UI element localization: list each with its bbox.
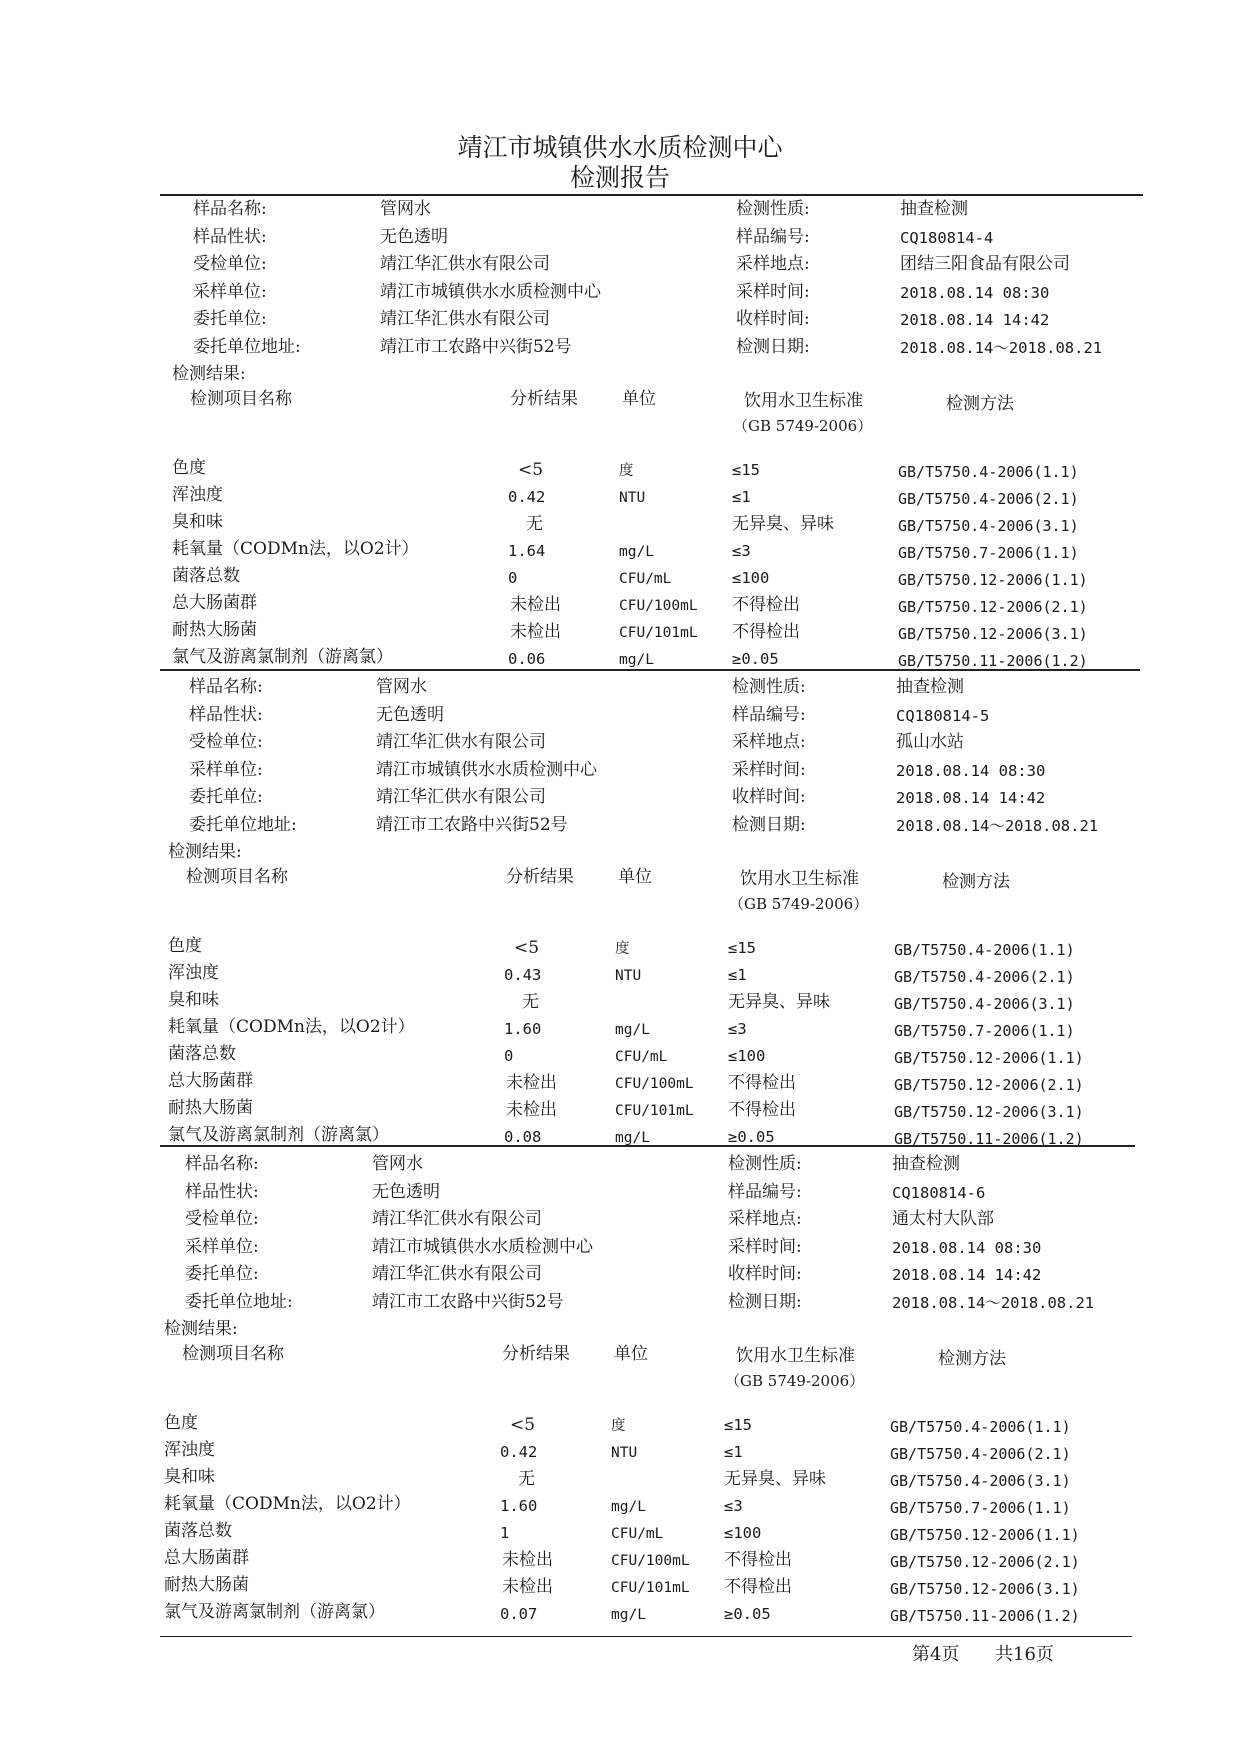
- sample-number-value: CQ180814-4: [900, 228, 994, 247]
- item-standard: 不得检出: [732, 595, 800, 615]
- item-unit: NTU: [619, 490, 646, 506]
- results-label: 检测结果:: [164, 1319, 238, 1339]
- test-date-value: 2018.08.14～2018.08.21: [896, 816, 1099, 835]
- entrust-address-value: 靖江市工农路中兴街52号: [372, 1291, 564, 1312]
- sample-state-value: 无色透明: [376, 704, 444, 725]
- label-client-unit: 受检单位:: [189, 732, 263, 752]
- item-name: 总大肠菌群: [168, 1071, 253, 1091]
- sample-number-value: CQ180814-5: [896, 706, 990, 725]
- item-result: 1.64: [508, 542, 546, 560]
- sampling-location-value: 通太村大队部: [892, 1209, 994, 1229]
- item-unit: mg/L: [611, 1607, 646, 1623]
- sample-name-value: 管网水: [380, 199, 431, 219]
- item-method: GB/T5750.11-2006(1.2): [898, 652, 1088, 670]
- sample-state-value: 无色透明: [380, 226, 448, 247]
- results-label: 检测结果:: [172, 364, 246, 384]
- label-client-unit: 受检单位:: [193, 254, 267, 274]
- item-name: 菌落总数: [168, 1044, 236, 1064]
- item-method: GB/T5750.12-2006(2.1): [894, 1076, 1084, 1094]
- item-name: 臭和味: [172, 512, 223, 532]
- item-unit: CFU/mL: [611, 1526, 664, 1542]
- entrust-address-value: 靖江市工农路中兴街52号: [376, 814, 568, 835]
- item-name: 总大肠菌群: [164, 1548, 249, 1568]
- item-method: GB/T5750.4-2006(2.1): [894, 968, 1075, 986]
- client-unit-value: 靖江华汇供水有限公司: [376, 732, 546, 752]
- col-header-result: 分析结果: [506, 867, 574, 887]
- sampling-location-value: 孤山水站: [896, 732, 964, 752]
- label-sample-state: 样品性状:: [189, 704, 263, 725]
- item-unit: NTU: [611, 1445, 638, 1461]
- item-name: 耐热大肠菌: [168, 1098, 253, 1118]
- item-standard: ≤1: [724, 1443, 743, 1461]
- item-result: 0.42: [508, 488, 546, 506]
- item-method: GB/T5750.12-2006(3.1): [894, 1103, 1084, 1121]
- label-entrust-unit: 委托单位:: [185, 1264, 259, 1284]
- item-name: 耗氧量（CODMn法，以O2计）: [164, 1494, 411, 1514]
- label-sample-number: 样品编号:: [732, 704, 806, 725]
- item-method: GB/T5750.4-2006(1.1): [894, 941, 1075, 959]
- item-unit: CFU/mL: [615, 1049, 668, 1065]
- entrust-unit-value: 靖江华汇供水有限公司: [372, 1264, 542, 1284]
- item-name: 氯气及游离氯制剂（游离氯）: [172, 647, 393, 667]
- label-sample-name: 样品名称:: [193, 199, 267, 219]
- label-sampling-location: 采样地点:: [728, 1209, 802, 1229]
- item-result: 未检出: [506, 1100, 557, 1120]
- label-sampling-location: 采样地点:: [736, 254, 810, 274]
- item-unit: mg/L: [611, 1499, 646, 1515]
- item-standard: ≤100: [732, 569, 770, 587]
- item-name: 耗氧量（CODMn法，以O2计）: [168, 1017, 415, 1037]
- item-standard: ≤1: [732, 488, 751, 506]
- item-standard: ≤100: [724, 1524, 762, 1542]
- label-sample-name: 样品名称:: [189, 677, 263, 697]
- item-unit: NTU: [615, 968, 642, 984]
- item-name: 臭和味: [164, 1467, 215, 1487]
- sampling-unit-value: 靖江市城镇供水水质检测中心: [380, 281, 601, 302]
- label-sampling-time: 采样时间:: [736, 281, 810, 302]
- item-name: 菌落总数: [164, 1521, 232, 1541]
- col-header-method: 检测方法: [946, 394, 1014, 414]
- item-result: 1.60: [500, 1497, 538, 1515]
- label-test-date: 检测日期:: [728, 1291, 802, 1312]
- item-unit: CFU/101mL: [611, 1580, 690, 1596]
- item-result: 0.08: [504, 1128, 542, 1146]
- item-name: 菌落总数: [172, 566, 240, 586]
- test-date-value: 2018.08.14～2018.08.21: [900, 338, 1103, 357]
- report-doc-title: 检测报告: [569, 163, 670, 192]
- item-standard: 无异臭、异味: [732, 514, 834, 534]
- col-header-method: 检测方法: [942, 872, 1010, 892]
- label-test-date: 检测日期:: [732, 814, 806, 835]
- footer-page-total: 共16页: [995, 1644, 1054, 1665]
- label-sample-name: 样品名称:: [185, 1154, 259, 1174]
- item-unit: mg/L: [615, 1022, 650, 1038]
- sampling-location-value: 团结三阳食品有限公司: [900, 254, 1070, 274]
- label-entrust-unit: 委托单位:: [189, 787, 263, 807]
- section-divider: [160, 1145, 1135, 1147]
- item-standard: ≥0.05: [732, 650, 779, 668]
- client-unit-value: 靖江华汇供水有限公司: [380, 254, 550, 274]
- item-name: 耐热大肠菌: [172, 620, 257, 640]
- label-sample-number: 样品编号:: [728, 1181, 802, 1202]
- item-result: 未检出: [510, 622, 561, 642]
- label-receiving-time: 收样时间:: [732, 787, 806, 807]
- col-header-unit: 单位: [618, 867, 652, 887]
- item-unit: CFU/100mL: [619, 598, 698, 614]
- item-result: 无: [518, 1469, 535, 1489]
- test-nature-value: 抽查检测: [892, 1154, 960, 1174]
- col-header-standard: 饮用水卫生标准: [740, 869, 859, 889]
- label-entrust-address: 委托单位地址:: [189, 814, 297, 835]
- item-standard: ≥0.05: [728, 1128, 775, 1146]
- receiving-time-value: 2018.08.14 14:42: [896, 789, 1046, 807]
- col-header-standard-code: （GB 5749-2006）: [733, 417, 873, 435]
- label-sample-state: 样品性状:: [185, 1181, 259, 1202]
- report-org-title: 靖江市城镇供水水质检测中心: [457, 133, 783, 162]
- col-header-unit: 单位: [622, 389, 656, 409]
- item-method: GB/T5750.11-2006(1.2): [890, 1607, 1080, 1625]
- item-name: 色度: [168, 936, 202, 956]
- item-standard: 不得检出: [724, 1577, 792, 1597]
- label-sample-number: 样品编号:: [736, 226, 810, 247]
- col-header-result: 分析结果: [502, 1344, 570, 1364]
- client-unit-value: 靖江华汇供水有限公司: [372, 1209, 542, 1229]
- item-method: GB/T5750.12-2006(2.1): [890, 1553, 1080, 1571]
- item-standard: ≤3: [728, 1020, 747, 1038]
- item-result: 未检出: [502, 1577, 553, 1597]
- item-name: 浑浊度: [164, 1440, 215, 1460]
- item-unit: mg/L: [619, 652, 654, 668]
- item-method: GB/T5750.12-2006(2.1): [898, 598, 1088, 616]
- item-standard: 不得检出: [728, 1073, 796, 1093]
- item-method: GB/T5750.7-2006(1.1): [898, 544, 1079, 562]
- item-name: 耗氧量（CODMn法，以O2计）: [172, 539, 419, 559]
- item-method: GB/T5750.12-2006(3.1): [890, 1580, 1080, 1598]
- receiving-time-value: 2018.08.14 14:42: [892, 1266, 1042, 1284]
- item-unit: CFU/101mL: [615, 1103, 694, 1119]
- col-header-method: 检测方法: [938, 1349, 1006, 1369]
- item-standard: ≤100: [728, 1047, 766, 1065]
- item-method: GB/T5750.4-2006(3.1): [894, 995, 1075, 1013]
- item-standard: ≤3: [732, 542, 751, 560]
- footer-rule: [160, 1636, 1132, 1637]
- entrust-unit-value: 靖江华汇供水有限公司: [380, 309, 550, 329]
- item-result: 未检出: [502, 1550, 553, 1570]
- label-sampling-location: 采样地点:: [732, 732, 806, 752]
- item-unit: CFU/100mL: [615, 1076, 694, 1092]
- item-unit: 度: [615, 941, 630, 957]
- label-test-date: 检测日期:: [736, 336, 810, 357]
- item-method: GB/T5750.11-2006(1.2): [894, 1130, 1084, 1148]
- label-receiving-time: 收样时间:: [728, 1264, 802, 1284]
- sample-number-value: CQ180814-6: [892, 1183, 986, 1202]
- item-result: 无: [522, 992, 539, 1012]
- item-method: GB/T5750.12-2006(1.1): [898, 571, 1088, 589]
- label-entrust-address: 委托单位地址:: [193, 336, 301, 357]
- item-result: 0.43: [504, 966, 542, 984]
- item-standard: ≤15: [724, 1416, 752, 1434]
- item-method: GB/T5750.4-2006(3.1): [898, 517, 1079, 535]
- item-result: 无: [526, 514, 543, 534]
- sampling-time-value: 2018.08.14 08:30: [900, 283, 1050, 302]
- section-divider: [160, 669, 1140, 671]
- item-result: 1.60: [504, 1020, 542, 1038]
- item-method: GB/T5750.4-2006(2.1): [898, 490, 1079, 508]
- col-header-standard: 饮用水卫生标准: [744, 391, 863, 411]
- item-unit: 度: [619, 463, 634, 479]
- label-receiving-time: 收样时间:: [736, 309, 810, 329]
- item-result: 0: [508, 569, 518, 587]
- col-header-result: 分析结果: [510, 389, 578, 409]
- col-header-item: 检测项目名称: [186, 867, 288, 887]
- item-method: GB/T5750.4-2006(3.1): [890, 1472, 1071, 1490]
- item-unit: 度: [611, 1418, 626, 1434]
- col-header-standard: 饮用水卫生标准: [736, 1346, 855, 1366]
- item-result: <5: [518, 460, 544, 480]
- sampling-time-value: 2018.08.14 08:30: [892, 1238, 1042, 1257]
- item-name: 氯气及游离氯制剂（游离氯）: [168, 1125, 389, 1145]
- label-client-unit: 受检单位:: [185, 1209, 259, 1229]
- item-standard: 不得检出: [732, 622, 800, 642]
- header-rule: [160, 194, 1143, 196]
- item-name: 浑浊度: [172, 485, 223, 505]
- item-name: 耐热大肠菌: [164, 1575, 249, 1595]
- col-header-item: 检测项目名称: [182, 1344, 284, 1364]
- item-name: 臭和味: [168, 990, 219, 1010]
- item-standard: ≤15: [728, 939, 756, 957]
- item-result: 未检出: [506, 1073, 557, 1093]
- item-unit: CFU/101mL: [619, 625, 698, 641]
- label-sampling-unit: 采样单位:: [193, 281, 267, 302]
- item-result: <5: [514, 938, 540, 958]
- item-result: 未检出: [510, 595, 561, 615]
- col-header-standard-code: （GB 5749-2006）: [729, 895, 869, 913]
- label-sampling-unit: 采样单位:: [189, 759, 263, 780]
- item-method: GB/T5750.12-2006(1.1): [894, 1049, 1084, 1067]
- item-result: 0.42: [500, 1443, 538, 1461]
- item-method: GB/T5750.4-2006(2.1): [890, 1445, 1071, 1463]
- item-method: GB/T5750.7-2006(1.1): [894, 1022, 1075, 1040]
- entrust-unit-value: 靖江华汇供水有限公司: [376, 787, 546, 807]
- item-standard: ≤3: [724, 1497, 743, 1515]
- footer-page-number: 第4页: [912, 1644, 960, 1665]
- item-standard: 不得检出: [724, 1550, 792, 1570]
- item-standard: ≤1: [728, 966, 747, 984]
- item-unit: CFU/100mL: [611, 1553, 690, 1569]
- label-test-nature: 检测性质:: [732, 677, 806, 697]
- item-result: <5: [510, 1415, 536, 1435]
- receiving-time-value: 2018.08.14 14:42: [900, 311, 1050, 329]
- item-unit: mg/L: [619, 544, 654, 560]
- label-test-nature: 检测性质:: [728, 1154, 802, 1174]
- item-method: GB/T5750.7-2006(1.1): [890, 1499, 1071, 1517]
- item-name: 色度: [172, 458, 206, 478]
- sample-state-value: 无色透明: [372, 1181, 440, 1202]
- sample-name-value: 管网水: [376, 677, 427, 697]
- item-unit: CFU/mL: [619, 571, 672, 587]
- item-standard: ≥0.05: [724, 1605, 771, 1623]
- item-result: 0.06: [508, 650, 546, 668]
- item-method: GB/T5750.4-2006(1.1): [890, 1418, 1071, 1436]
- label-test-nature: 检测性质:: [736, 199, 810, 219]
- test-nature-value: 抽查检测: [900, 199, 968, 219]
- item-method: GB/T5750.4-2006(1.1): [898, 463, 1079, 481]
- item-unit: mg/L: [615, 1130, 650, 1146]
- test-nature-value: 抽查检测: [896, 677, 964, 697]
- sampling-unit-value: 靖江市城镇供水水质检测中心: [372, 1236, 593, 1257]
- entrust-address-value: 靖江市工农路中兴街52号: [380, 336, 572, 357]
- item-result: 0.07: [500, 1605, 538, 1623]
- item-standard: 无异臭、异味: [728, 992, 830, 1012]
- item-name: 色度: [164, 1413, 198, 1433]
- item-name: 氯气及游离氯制剂（游离氯）: [164, 1602, 385, 1622]
- label-sampling-unit: 采样单位:: [185, 1236, 259, 1257]
- test-date-value: 2018.08.14～2018.08.21: [892, 1293, 1095, 1312]
- results-label: 检测结果:: [168, 842, 242, 862]
- sampling-time-value: 2018.08.14 08:30: [896, 761, 1046, 780]
- col-header-item: 检测项目名称: [190, 389, 292, 409]
- item-method: GB/T5750.12-2006(3.1): [898, 625, 1088, 643]
- item-name: 总大肠菌群: [172, 593, 257, 613]
- sample-name-value: 管网水: [372, 1154, 423, 1174]
- sampling-unit-value: 靖江市城镇供水水质检测中心: [376, 759, 597, 780]
- item-result: 1: [500, 1524, 510, 1542]
- item-standard: ≤15: [732, 461, 760, 479]
- item-standard: 无异臭、异味: [724, 1469, 826, 1489]
- item-standard: 不得检出: [728, 1100, 796, 1120]
- label-sampling-time: 采样时间:: [728, 1236, 802, 1257]
- label-sampling-time: 采样时间:: [732, 759, 806, 780]
- item-result: 0: [504, 1047, 514, 1065]
- item-method: GB/T5750.12-2006(1.1): [890, 1526, 1080, 1544]
- label-entrust-unit: 委托单位:: [193, 309, 267, 329]
- label-sample-state: 样品性状:: [193, 226, 267, 247]
- label-entrust-address: 委托单位地址:: [185, 1291, 293, 1312]
- col-header-unit: 单位: [614, 1344, 648, 1364]
- item-name: 浑浊度: [168, 963, 219, 983]
- col-header-standard-code: （GB 5749-2006）: [725, 1372, 865, 1390]
